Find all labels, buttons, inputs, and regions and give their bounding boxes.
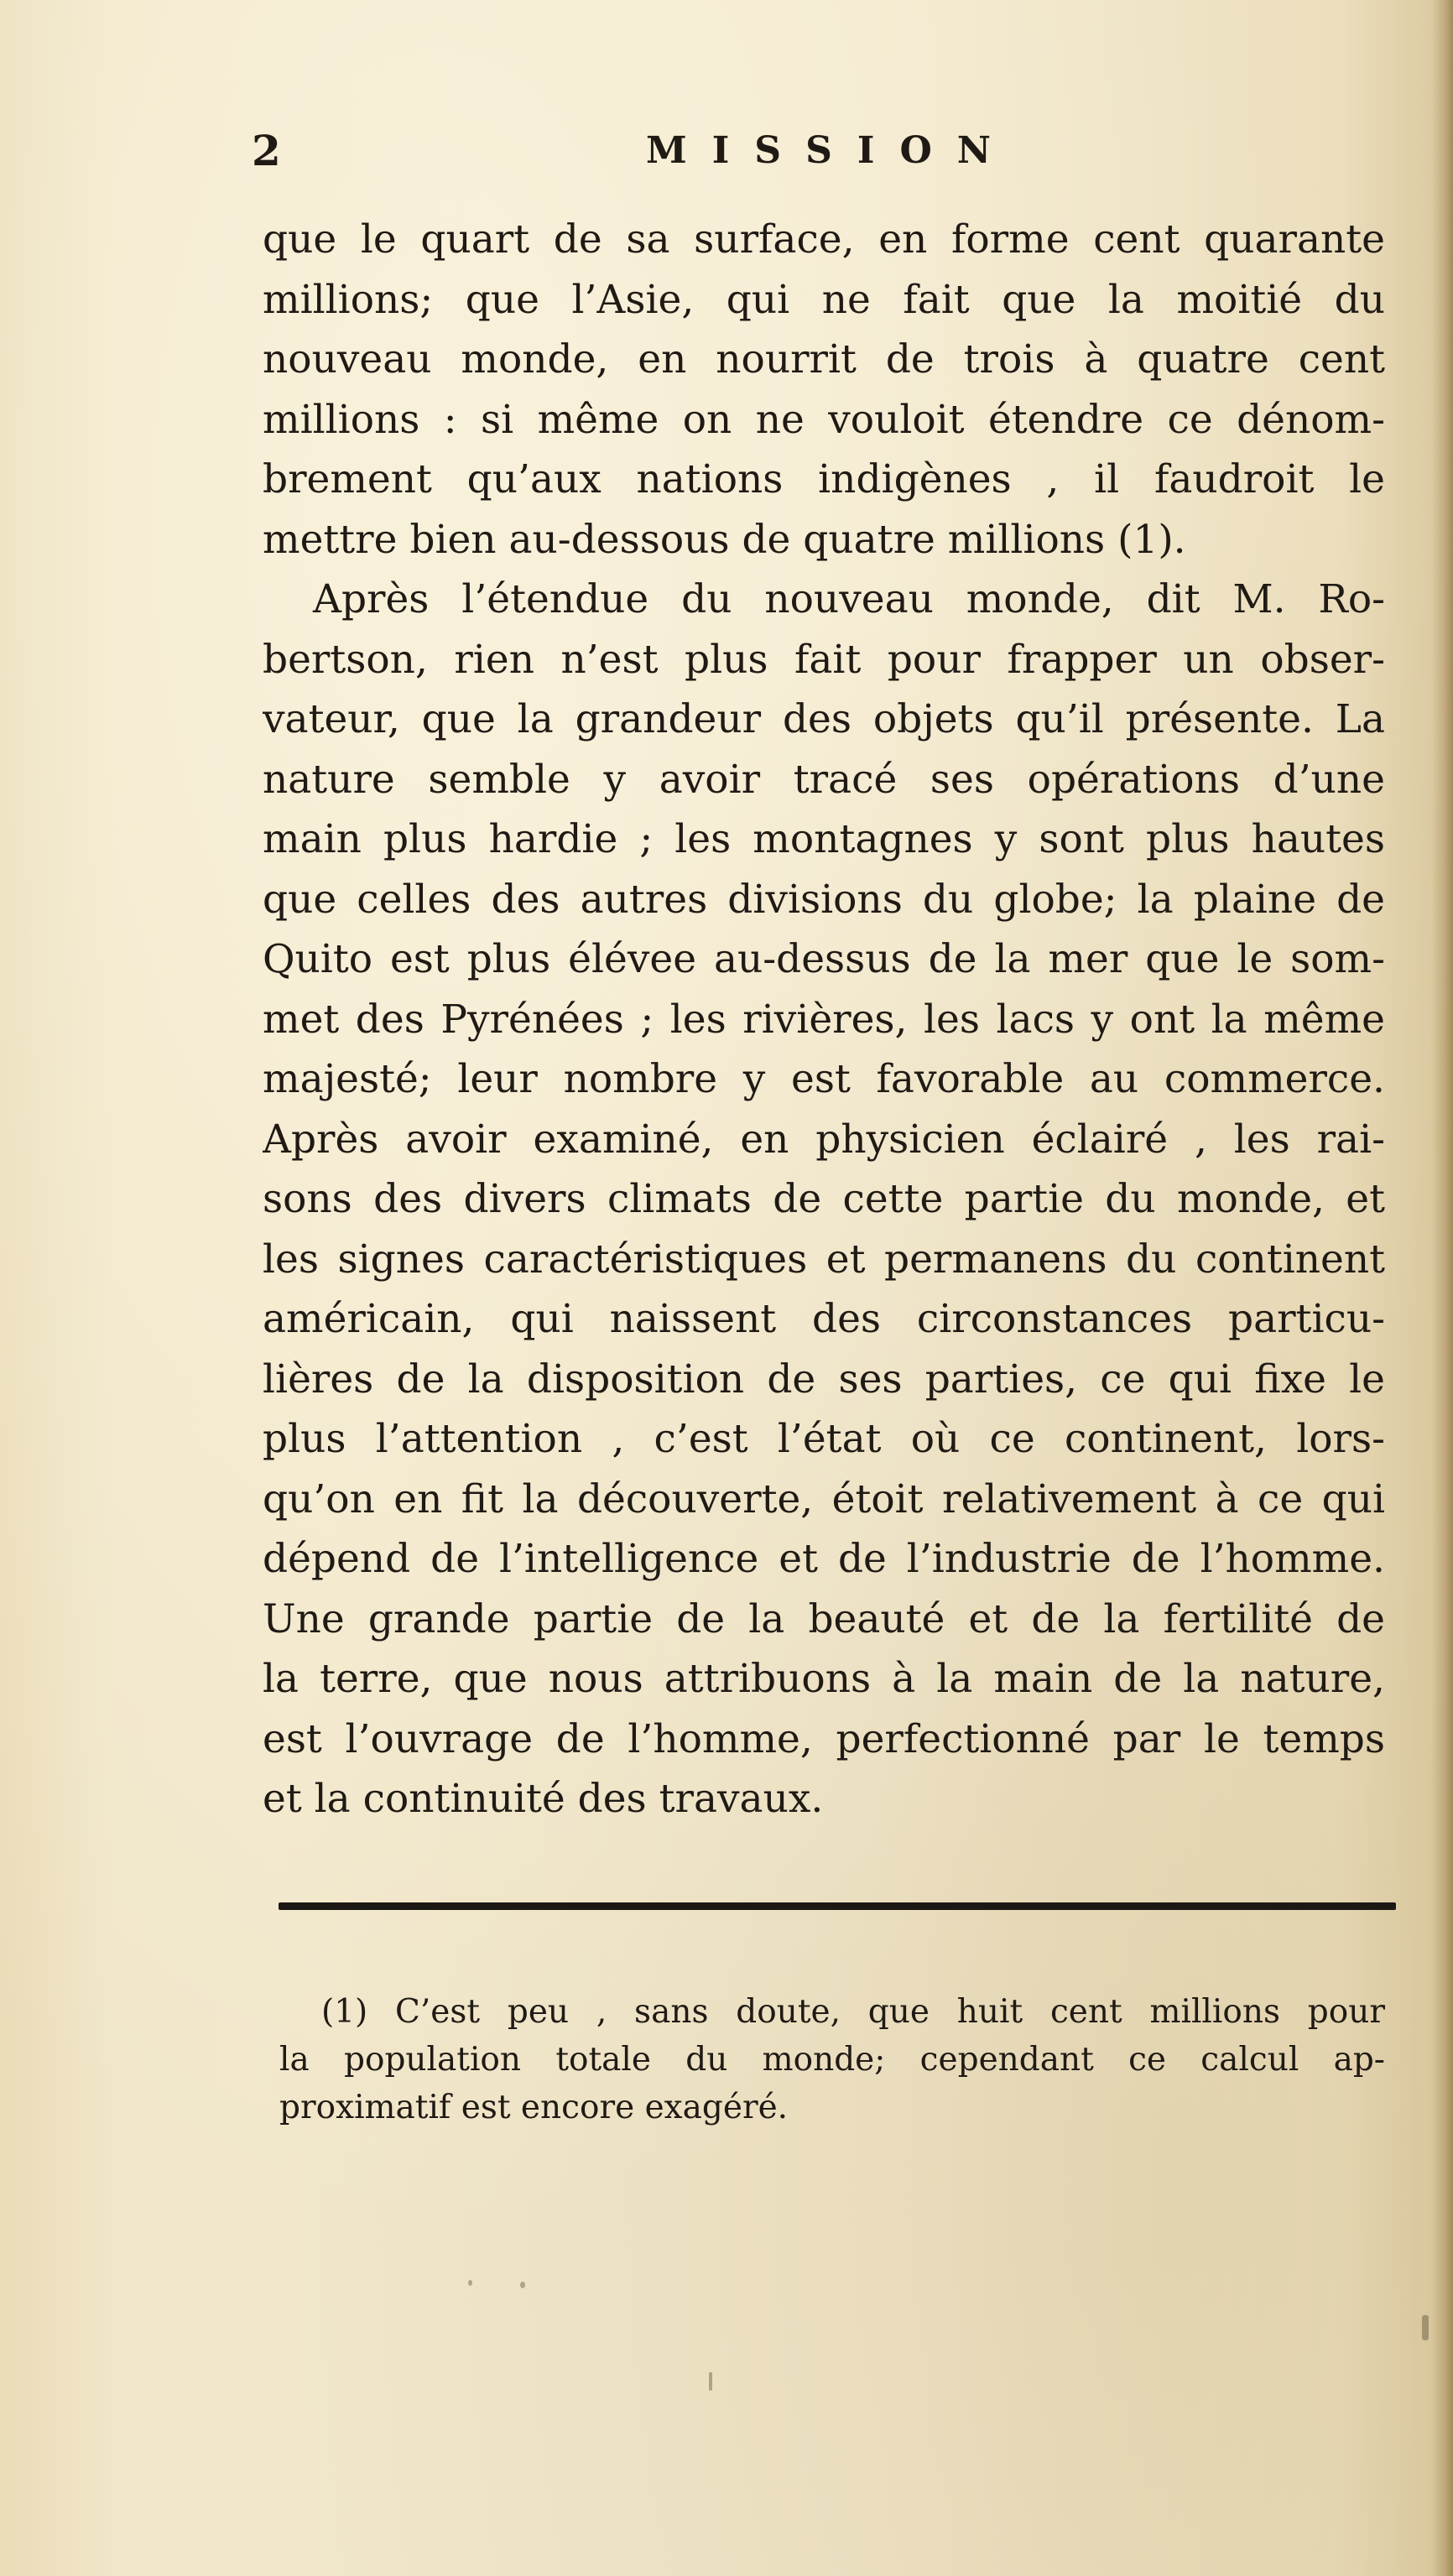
text-line: main plus hardie ; les montagnes y sont plus hautes xyxy=(263,816,1385,862)
text-line: qu’on en fit la découverte, étoit relativement à ce qui xyxy=(263,1475,1385,1522)
text-line: mettre bien au-dessous de quatre millions (1). xyxy=(263,516,1186,563)
footnote-line: (1) C’est peu , sans doute, que huit cent millions pour xyxy=(321,1993,1385,2031)
text-line: et la continuité des travaux. xyxy=(263,1776,824,1822)
main-text xyxy=(263,210,1385,1829)
text-line: nature semble y avoir tracé ses opérations d’une xyxy=(263,756,1385,803)
text-line: que celles des autres divisions du globe; la plaine de xyxy=(263,876,1385,923)
text-line: lières de la disposition de ses parties, ce qui fixe le xyxy=(263,1356,1385,1402)
text-line: millions : si même on ne vouloit étendre ce dénom- xyxy=(263,396,1385,443)
text-line: vateur, que la grandeur des objets qu’il présente. La xyxy=(263,696,1385,742)
text-line: brement qu’aux nations indigènes , il faudroit le xyxy=(263,456,1385,502)
text-line: est l’ouvrage de l’homme, perfectionné par le temps xyxy=(263,1715,1385,1762)
text-line: bertson, rien n’est plus fait pour frapper un obser- xyxy=(263,636,1385,683)
running-head-title: MISSION xyxy=(646,129,1016,172)
footnote-line: proximatif est encore exagéré. xyxy=(279,2089,789,2126)
text-line: Une grande partie de la beauté et de la fertilité de xyxy=(263,1595,1385,1642)
running-head xyxy=(0,126,1453,176)
footnote-line: la population totale du monde; cependant ce calcul ap- xyxy=(279,2041,1385,2079)
text-line: plus l’attention , c’est l’état où ce continent, lors- xyxy=(263,1416,1385,1462)
text-line: Après l’étendue du nouveau monde, dit M. Ro- xyxy=(313,576,1385,622)
text-line: dépend de l’intelligence et de l’industrie de l’homme. xyxy=(263,1536,1385,1582)
paper-speck xyxy=(468,2280,472,2286)
paper-speck xyxy=(1422,2315,1429,2340)
text-line: met des Pyrénées ; les rivières, les lacs y ont la même xyxy=(263,996,1385,1043)
text-line: nouveau monde, en nourrit de trois à quatre cent xyxy=(263,336,1385,382)
text-line: majesté; leur nombre y est favorable au commerce. xyxy=(263,1056,1385,1102)
paper-speck xyxy=(709,2372,712,2391)
footnote xyxy=(279,1988,1385,2131)
text-line: que le quart de sa surface, en forme cent quarante xyxy=(263,216,1385,263)
page-number: 2 xyxy=(252,126,281,175)
text-line: Quito est plus élévee au-dessus de la mer que le som- xyxy=(263,936,1385,982)
text-line: la terre, que nous attribuons à la main de la nature, xyxy=(263,1656,1385,1702)
text-line: les signes caractéristiques et permanens du continent xyxy=(263,1236,1385,1283)
footnote-rule xyxy=(279,1902,1396,1910)
text-line: Après avoir examiné, en physicien éclairé , les rai- xyxy=(263,1116,1385,1163)
page-edge-shadow xyxy=(1431,0,1453,2576)
text-line: millions; que l’Asie, qui ne fait que la moitié du xyxy=(263,276,1385,323)
text-line: sons des divers climats de cette partie du monde, et xyxy=(263,1176,1385,1222)
paper-speck xyxy=(520,2282,525,2288)
text-line: américain, qui naissent des circonstances particu- xyxy=(263,1296,1385,1342)
